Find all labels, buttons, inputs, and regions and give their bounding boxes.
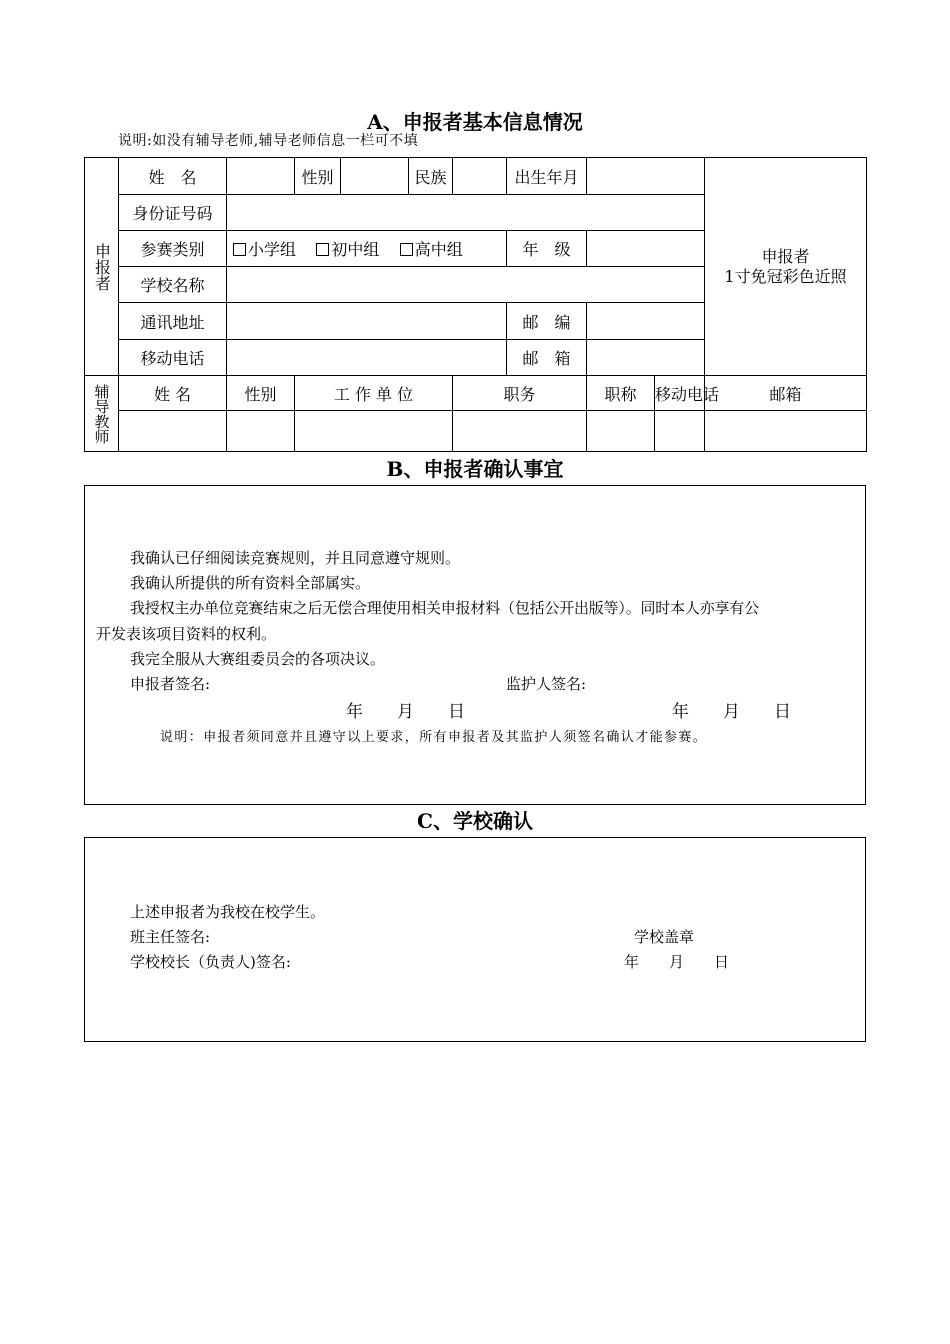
- confirmation-box: [84, 485, 866, 805]
- tutor-gender-label: 性别: [227, 376, 295, 411]
- applicant-group-label: 申报者: [92, 242, 112, 291]
- category-options: [227, 231, 507, 267]
- name-label: 姓 名: [119, 158, 227, 195]
- name-field[interactable]: [227, 158, 295, 195]
- checkbox-icon: [233, 243, 246, 256]
- birth-label: 出生年月: [507, 158, 587, 195]
- guardian-signature-label: 监护人签名:: [506, 675, 587, 693]
- email-field[interactable]: [587, 340, 705, 376]
- gender-field[interactable]: [341, 158, 409, 195]
- confirm-line-1: 我确认已仔细阅读竞赛规则，并且同意遵守规则。: [130, 549, 461, 567]
- tutor-name-field[interactable]: [119, 411, 227, 452]
- checkbox-senior[interactable]: 高中组: [400, 240, 463, 259]
- applicant-signature-label: 申报者签名:: [130, 675, 211, 693]
- id-number-label: 身份证号码: [119, 195, 227, 231]
- gender-label: 性别: [295, 158, 341, 195]
- postcode-field[interactable]: [587, 303, 705, 340]
- tutor-email-field[interactable]: [705, 411, 867, 452]
- address-label: 通讯地址: [119, 303, 227, 340]
- school-label: 学校名称: [119, 267, 227, 303]
- confirm-line-3b: 开发表该项目资料的权利。: [96, 625, 277, 643]
- tutor-title-label: 职称: [587, 376, 655, 411]
- photo-label-2: 1寸免冠彩色近照: [724, 266, 847, 286]
- confirm-line-2: 我确认所提供的所有资料全部属实。: [130, 574, 371, 592]
- grade-field[interactable]: [587, 231, 705, 267]
- school-field[interactable]: [227, 267, 705, 303]
- postcode-label: 邮 编: [507, 303, 587, 340]
- tutor-mobile-field[interactable]: [655, 411, 705, 452]
- tutor-group-cell: [85, 376, 119, 452]
- tutor-gender-field[interactable]: [227, 411, 295, 452]
- school-seal-label: 学校盖章: [634, 928, 695, 946]
- teacher-signature-label: 班主任签名:: [130, 928, 211, 946]
- applicant-table: [84, 157, 867, 452]
- tutor-name-label: 姓 名: [119, 376, 227, 411]
- school-confirm-line: 上述申报者为我校在校学生。: [130, 903, 326, 921]
- category-label: 参赛类别: [119, 231, 227, 267]
- tutor-position-field[interactable]: [453, 411, 587, 452]
- school-date: 年 月 日: [624, 953, 730, 971]
- section-c-title: C、学校确认: [417, 809, 533, 833]
- tutor-title-field[interactable]: [587, 411, 655, 452]
- confirm-line-3a: 我授权主办单位竞赛结束之后无偿合理使用相关申报材料（包括公开出版等）。同时本人亦享有公: [130, 599, 759, 617]
- ethnicity-label: 民族: [409, 158, 453, 195]
- tutor-mobile-label: 移动电话: [655, 376, 705, 411]
- section-a-title: A、申报者基本信息情况: [367, 110, 583, 134]
- mobile-label: 移动电话: [119, 340, 227, 376]
- section-b-title: B、申报者确认事宜: [386, 457, 564, 481]
- address-field[interactable]: [227, 303, 507, 340]
- email-label: 邮 箱: [507, 340, 587, 376]
- photo-label-1: 申报者: [761, 246, 810, 266]
- photo-box[interactable]: [705, 158, 867, 376]
- tutor-email-label: 邮箱: [705, 376, 867, 411]
- guardian-date: 年 月 日: [672, 702, 791, 722]
- tutor-group-label: 辅导教师: [92, 383, 111, 444]
- birth-field[interactable]: [587, 158, 705, 195]
- tutor-position-label: 职务: [453, 376, 587, 411]
- mobile-field[interactable]: [227, 340, 507, 376]
- section-a-note: 说明:如没有辅导老师,辅导老师信息一栏可不填: [118, 133, 419, 149]
- tutor-work-field[interactable]: [295, 411, 453, 452]
- checkbox-icon: [316, 243, 329, 256]
- confirmation-note: 说明：申报者须同意并且遵守以上要求，所有申报者及其监护人须签名确认才能参赛。: [160, 730, 708, 745]
- id-number-field[interactable]: [227, 195, 705, 231]
- checkbox-icon: [400, 243, 413, 256]
- tutor-work-label: 工 作 单 位: [295, 376, 453, 411]
- grade-label: 年 级: [507, 231, 587, 267]
- confirm-line-4: 我完全服从大赛组委员会的各项决议。: [130, 650, 386, 668]
- applicant-group-cell: [85, 158, 119, 376]
- checkbox-junior[interactable]: 初中组: [316, 240, 379, 259]
- ethnicity-field[interactable]: [453, 158, 507, 195]
- principal-signature-label: 学校校长（负责人)签名:: [130, 953, 291, 971]
- applicant-date: 年 月 日: [346, 702, 465, 722]
- checkbox-primary[interactable]: 小学组: [233, 240, 296, 259]
